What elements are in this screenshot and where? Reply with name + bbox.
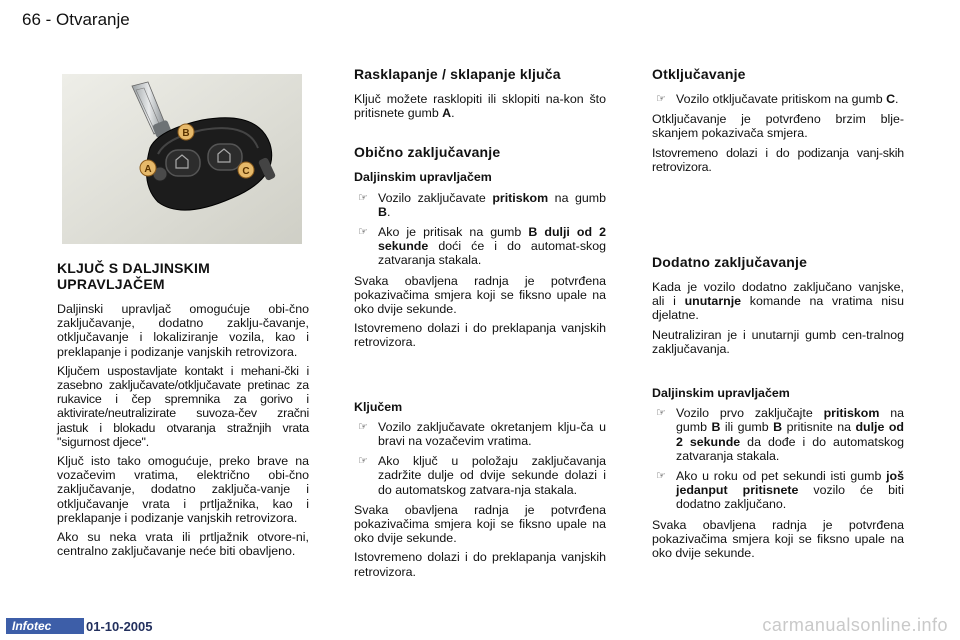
paragraph: Neutraliziran je i unutarnji gumb cen-tralnog zaključavanja. [652, 327, 904, 356]
hand-pointer-icon: ☞ [656, 469, 666, 483]
paragraph: Svaka obavljena radnja je potvrđena pokazivačima smjera koji se fiksno upale na oko dvije sekunde. [354, 502, 606, 546]
section-title-deadlocking: Dodatno zaključavanje [652, 254, 808, 271]
subheading-key: Ključem [354, 399, 403, 414]
paragraph: Svaka obavljena radnja je potvrđena pokazivačima smjera koji se fiksno upale na oko dvije sekunde. [354, 273, 606, 317]
paragraph: Daljinski upravljač omogućuje obi-čno zaključavanje, dodatno zaklju-čavanje, otključavanje i lokaliziranje vozila, kao i preklapanje i podizanje vanjskih retrovizora. [57, 302, 309, 359]
hand-pointer-icon: ☞ [656, 92, 666, 105]
paragraph: Otključavanje je potvrđeno brzim blje-skanjem pokazivača smjera. [652, 112, 904, 141]
list-item: ☞ Vozilo zaključavate pritiskom na gumb B. [358, 190, 606, 219]
paragraph: Ključ možete rasklopiti ili sklopiti na-kon što pritisnete gumb A. [354, 92, 606, 121]
paragraph: Ključem uspostavljate kontakt i mehani-čki i zasebno zaključavate/otključavate pretinac za rukavice i čep spremnika za gorivo i aktivirate/neutralizirate suvoza-čev zračni jastuk i blokadu otvaranja stražnjih vrata "sigurnost djece". [57, 363, 309, 449]
paragraph: Istovremeno dolazi i do podizanja vanj-skih retrovizora. [652, 145, 904, 174]
infotec-logo: Infotec [6, 618, 84, 634]
label-b: B [182, 128, 190, 139]
hand-pointer-icon: ☞ [656, 406, 666, 420]
key-remote-image [62, 74, 302, 244]
section-title-locking: Obično zaključavanje [354, 144, 501, 161]
paragraph: Kada je vozilo dodatno zaključano vanjske, ali i unutarnje komande na vratima nisu djelatne. [652, 280, 905, 323]
list-item: ☞ Vozilo zaključavate okretanjem klju-ča u bravi na vozačevim vratima. [358, 419, 606, 449]
list-item: ☞ Vozilo prvo zaključajte pritiskom na gumb B ili gumb B pritisnite na dulje od 2 sekunde da dođe i do automatskog zatvaranja stakala. [656, 406, 905, 463]
hand-pointer-icon: ☞ [358, 190, 368, 204]
subheading-remote: Daljinskim upravljačem [354, 170, 492, 185]
column-intro [57, 260, 309, 563]
section-title-unfold: Rasklapanje / sklapanje ključa [354, 66, 561, 82]
hand-pointer-icon: ☞ [358, 225, 368, 239]
section-title-unlocking: Otključavanje [652, 66, 746, 82]
footer [0, 614, 960, 640]
label-a: A [144, 164, 152, 175]
paragraph: Istovremeno dolazi i do preklapanja vanjskih retrovizora. [354, 550, 606, 579]
watermark: carmanualsonline.info [762, 615, 948, 635]
column-unlocking [652, 66, 904, 565]
subheading-remote: Daljinskim upravljačem [652, 386, 790, 401]
list-item: ☞ Ako ključ u položaju zaključavanja zadržite dulje od dvije sekunde dolazi i do automatskog zatvara-nja stakala. [358, 454, 606, 497]
section-title-remote-key: KLJUČ S DALJINSKIM UPRAVLJAČEM [57, 260, 210, 292]
paragraph: Istovremeno dolazi i do preklapanja vanjskih retrovizora. [354, 321, 606, 350]
page-title: 66 - Otvaranje [22, 10, 130, 29]
paragraph: Svaka obavljena radnja je potvrđena pokazivačima smjera koji se fiksno upale na oko dvije sekunde. [652, 517, 904, 561]
column-locking [354, 66, 606, 584]
hand-pointer-icon: ☞ [358, 419, 368, 433]
hand-pointer-icon: ☞ [358, 454, 368, 468]
list-item: ☞ Ako je pritisak na gumb B dulji od 2 sekunde doći će i do automat-skog zatvaranja stakala. [358, 225, 606, 268]
list-item: ☞ Vozilo otključavate pritiskom na gumb C. [656, 92, 899, 106]
list-item: ☞ Ako u roku od pet sekundi isti gumb još jedanput pritisnete vozilo će biti dodatno zaključano. [656, 469, 905, 512]
paragraph: Ako su neka vrata ili prtljažnik otvore-ni, centralno zaključavanje neće biti obavljeno. [57, 530, 309, 559]
label-c: C [242, 166, 250, 177]
paragraph: Ključ isto tako omogućuje, preko brave na vozačevim vratima, električno obi-čno zaključavanje, dodatno zaključa-vanje i otključavanje vrata i prtljažnika, kao i preklapanje i podizanje vanjskih retrovizora. [57, 454, 309, 525]
edition-date: 01-10-2005 [86, 619, 153, 634]
